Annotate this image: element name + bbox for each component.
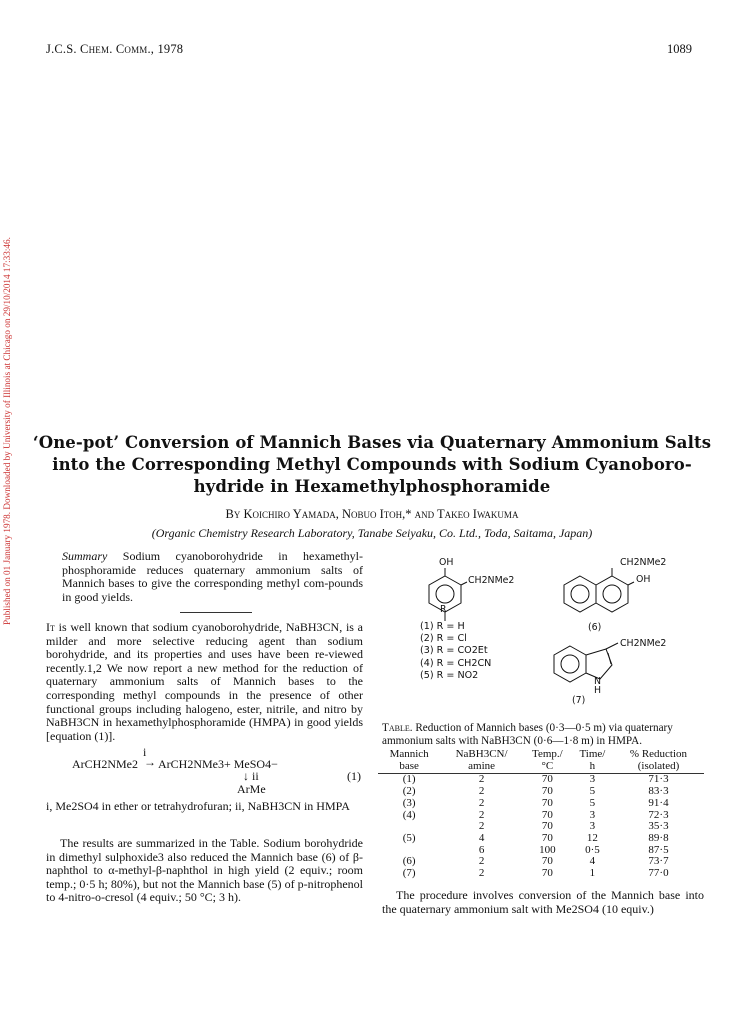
table-cell-amine: 2 xyxy=(478,855,485,868)
table-cell-base: (6) xyxy=(402,855,416,868)
title-line-3: hydride in Hexamethylphosphoramide xyxy=(193,477,551,496)
r-item: (3) R = CO2Et xyxy=(420,645,488,657)
body-paragraph-2 xyxy=(46,837,363,905)
table-header: Mannich xyxy=(389,748,429,760)
table-cell-temp: 70 xyxy=(541,773,553,786)
table-subheader: (isolated) xyxy=(613,761,704,774)
page-number: 1089 xyxy=(667,42,692,56)
table-cell-base: (1) xyxy=(402,773,416,786)
naphthol-side-chain: CH2NMe2 xyxy=(620,557,667,568)
table-row xyxy=(378,833,704,845)
table-caption-lead: Table. xyxy=(382,722,413,734)
table-cell-amine: 2 xyxy=(478,808,485,821)
table-subheader: base xyxy=(378,761,440,774)
table-cell-time: 12 xyxy=(586,831,598,844)
equation-arrow: → xyxy=(144,755,156,769)
table-cell-red: 91·4 xyxy=(648,796,669,809)
table-cell-temp: 70 xyxy=(541,820,553,833)
table-cell-temp: 70 xyxy=(541,831,553,844)
equation-number: (1) xyxy=(347,769,361,783)
table-cell-amine: 2 xyxy=(478,820,485,833)
equation-reactant: ArCH2NMe2 xyxy=(72,757,138,771)
naphthalene-ring xyxy=(564,568,634,612)
section-rule xyxy=(180,612,252,613)
table-cell-red: 87·5 xyxy=(648,843,669,856)
table-header: NaBH3CN/ xyxy=(455,748,508,760)
running-head: J.C.S. Chem. Comm., 1978 xyxy=(46,42,184,56)
table-subheader: °C xyxy=(523,761,572,774)
table-cell-time: 3 xyxy=(589,773,596,786)
indole-h-label: H xyxy=(594,685,602,696)
indole-ring xyxy=(554,643,618,682)
phenol-oh-label: OH xyxy=(439,557,454,568)
r-item: (4) R = CH2CN xyxy=(420,657,492,669)
table-cell-time: 1 xyxy=(589,867,596,880)
table-row xyxy=(378,798,704,810)
table-cell-time: 5 xyxy=(589,796,596,809)
table-cell-red: 71·3 xyxy=(648,773,669,786)
table-cell-red: 77·0 xyxy=(648,867,669,880)
table-cell-temp: 70 xyxy=(541,785,553,798)
phenol-r-label: R xyxy=(440,604,447,615)
equation-notes xyxy=(46,800,363,814)
compound-6-label: (6) xyxy=(588,622,602,633)
table-header: % Reduction xyxy=(629,748,688,760)
affiliation: (Organic Chemistry Research Laboratory, Tanabe Seiyaku, Co. Ltd., Toda, Saitama, Japan) xyxy=(151,526,593,540)
body-paragraph-2-text: The results are summarized in the Table. Sodium borohydride in dimethyl sulphoxide3 also reduced the Mannich base (6) of β-naphthol to α-methyl-β-naphthol in high yield (2 equiv.; room temp.; 0·5 h; 80%), but not the Mannich base (5) of p-nitrophenol to 4-nitro-o-cresol (4 equiv.; 50 °C; 3 h). xyxy=(46,836,363,905)
equation-step-i: i xyxy=(143,745,147,759)
table-cell-amine: 2 xyxy=(478,785,485,798)
table-subheader: h xyxy=(572,761,613,774)
r-item: (2) R = Cl xyxy=(420,633,467,645)
table-cell-temp: 70 xyxy=(541,867,553,880)
r-item: (1) R = H xyxy=(420,621,465,632)
table-cell-temp: 70 xyxy=(541,796,553,809)
summary-text: Sodium cyanoborohydride in hexamethyl-phosphoramide reduces quaternary ammonium salts of Mannich bases to give the corresponding methyl com-pounds in good yields. xyxy=(62,549,363,604)
table-cell-amine: 2 xyxy=(478,867,485,880)
table-cell-amine: 4 xyxy=(478,831,485,844)
table-cell-temp: 70 xyxy=(541,808,553,821)
table-cell-base: (5) xyxy=(402,831,416,844)
table-cell-red: 83·3 xyxy=(648,785,669,798)
side-notice xyxy=(2,175,16,625)
equation-notes-text: i, Me2SO4 in ether or tetrahydrofuran; ii, NaBH3CN in HMPA xyxy=(46,799,350,813)
r-substituent-list xyxy=(420,621,491,682)
table-cell-red: 35·3 xyxy=(648,820,669,833)
table-row xyxy=(378,868,704,880)
summary-lead: Summary xyxy=(62,549,108,563)
summary xyxy=(62,550,363,604)
drop-lead: It xyxy=(46,620,55,634)
table-header: Time/ xyxy=(579,748,606,760)
table-cell-temp: 70 xyxy=(541,855,553,868)
table-cell-time: 4 xyxy=(589,855,596,868)
table-cell-red: 73·7 xyxy=(648,855,669,868)
table-body xyxy=(378,774,704,880)
table-subheader: amine xyxy=(440,761,523,774)
title-line-1: ‘One-pot’ Conversion of Mannich Bases via Quaternary Ammonium Salts xyxy=(32,433,712,452)
phenol-ring xyxy=(429,568,467,621)
authors: By Koichiro Yamada, Nobuo Itoh,* and Takeo Iwakuma xyxy=(225,507,519,521)
bottom-paragraph xyxy=(382,889,704,916)
table-cell-amine: 2 xyxy=(478,773,485,786)
table-cell-base: (3) xyxy=(402,796,416,809)
table-cell-base: (4) xyxy=(402,808,416,821)
r-item: (5) R = NO2 xyxy=(420,669,479,681)
title-line-2: into the Corresponding Methyl Compounds with Sodium Cyanoboro- xyxy=(52,455,692,474)
naphthol-oh-label: OH xyxy=(636,574,651,585)
table-cell-base: (2) xyxy=(402,785,416,798)
indole-n-label: N xyxy=(594,676,602,687)
table-cell-amine: 2 xyxy=(478,796,485,809)
compound-7-label: (7) xyxy=(572,695,586,706)
table-caption xyxy=(382,722,702,747)
table-cell-temp: 100 xyxy=(539,843,556,856)
equation-step-ii: ↓ ii xyxy=(243,769,259,783)
bottom-paragraph-text: The procedure involves conversion of the Mannich base into the quaternary ammonium salt with Me2SO4 (10 equiv.) xyxy=(382,888,704,916)
table-cell-time: 3 xyxy=(589,820,596,833)
table-cell-red: 89·8 xyxy=(648,831,669,844)
reduction-table xyxy=(378,749,704,880)
table-cell-time: 5 xyxy=(589,785,596,798)
table-caption-text: Reduction of Mannich bases (0·3—0·5 m) via quaternary ammonium salts with NaBH3CN (0·6—1·8 m) in HMPA. xyxy=(382,722,673,747)
table-cell-time: 3 xyxy=(589,808,596,821)
indole-side-chain: CH2NMe2 xyxy=(620,638,667,649)
table-cell-time: 0·5 xyxy=(585,843,600,856)
equation-product: ArMe xyxy=(237,782,266,796)
equation-intermediate: ArCH2NMe3+ MeSO4− xyxy=(158,757,278,771)
table-cell-amine: 6 xyxy=(478,843,485,856)
table-header: Temp./ xyxy=(532,748,563,760)
table-cell-red: 72·3 xyxy=(648,808,669,821)
side-notice-text: Published on 01 January 1978. Downloaded by University of Illinois at Chicago on 29/10/2014 17:33:46. xyxy=(2,237,12,625)
phenol-side-chain: CH2NMe2 xyxy=(468,575,515,586)
body-paragraph-1 xyxy=(46,621,363,743)
table-cell-base: (7) xyxy=(402,867,416,880)
body-paragraph-1-text: is well known that sodium cyanoborohydride, NaBH3CN, is a milder and more selective reducing agent than sodium borohydride, and its properties and uses have been re-viewed recently.1,2 We now report a new method for the reduction of quaternary ammonium salts of Mannich bases to the corresponding methyl compounds in the presence of other functional groups including halogeno, ester, nitrile, and nitro by NaBH3CN in hexamethylphosphoramide (HMPA) in good yields [equation (1)]. xyxy=(46,620,363,743)
